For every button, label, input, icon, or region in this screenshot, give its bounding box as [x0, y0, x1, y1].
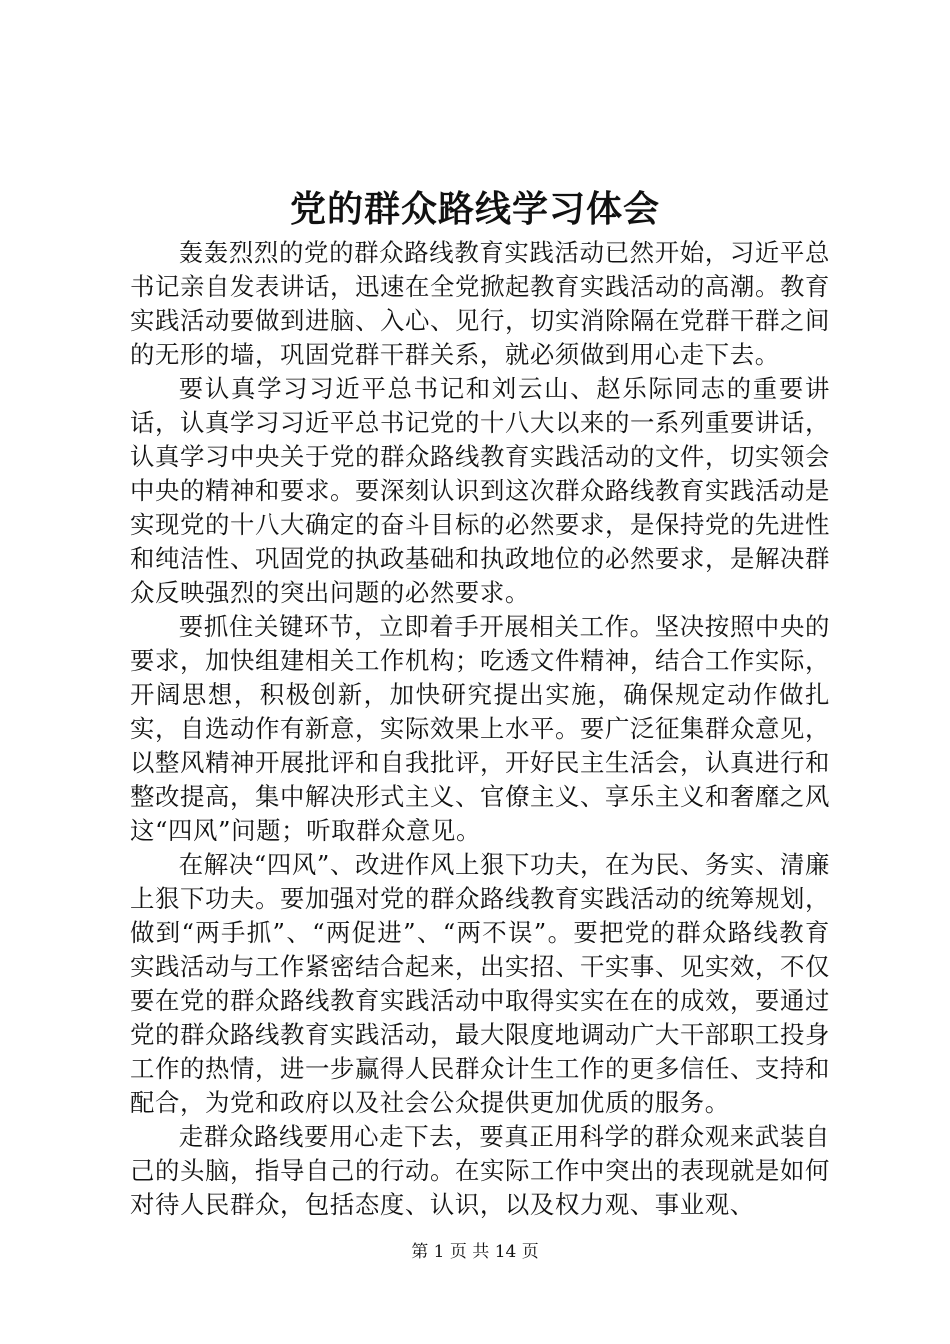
paragraph-3: 要抓住关键环节，立即着手开展相关工作。坚决按照中央的要求，加快组建相关工作机构；吃透文件精神，结合工作实际，开阔思想，积极创新，加快研究提出实施，确保规定动作做扎实，自选动作有新意，实际效果上水平。要广泛征集群众意见，以整风精神开展批评和自我批评，开好民主生活会，认真进行和整改提高，集中解决形式主义、官僚主义、享乐主义和奢靡之风这“四风”问题；听取群众意见。: [130, 612, 830, 845]
paragraph-2: 要认真学习习近平总书记和刘云山、赵乐际同志的重要讲话，认真学习习近平总书记党的十八大以来的一系列重要讲话，认真学习中央关于党的群众路线教育实践活动的文件，切实领会中央的精神和要求。要深刻认识到这次群众路线教育实践活动是实现党的十八大确定的奋斗目标的必然要求，是保持党的先进性和纯洁性、巩固党的执政基础和执政地位的必然要求，是解决群众反映强烈的突出问题的必然要求。: [130, 374, 830, 607]
document-body: [130, 236, 830, 1222]
paragraph-5: 走群众路线要用心走下去，要真正用科学的群众观来武装自己的头脑，指导自己的行动。在实际工作中突出的表现就是如何对待人民群众，包括态度、认识，以及权力观、事业观、: [130, 1122, 830, 1219]
page-number-footer: 第 1 页 共 14 页: [411, 1242, 539, 1262]
paragraph-4: 在解决“四风”、改进作风上狠下功夫，在为民、务实、清廉上狠下功夫。要加强对党的群众路线教育实践活动的统筹规划，做到“两手抓”、“两促进”、“两不误”。要把党的群众路线教育实践活动与工作紧密结合起来，出实招、干实事、见实效，不仅要在党的群众路线教育实践活动中取得实实在在的成效，要通过党的群众路线教育实践活动，最大限度地调动广大干部职工投身工作的热情，进一步赢得人民群众计生工作的更多信任、支持和配合，为党和政府以及社会公众提供更加优质的服务。: [130, 850, 830, 1117]
paragraph-1: 轰轰烈烈的党的群众路线教育实践活动已然开始，习近平总书记亲自发表讲话，迅速在全党掀起教育实践活动的高潮。教育实践活动要做到进脑、入心、见行，切实消除隔在党群干群之间的无形的墙，巩固党群干群关系，就必须做到用心走下去。: [130, 238, 830, 369]
page-title: 党的群众路线学习体会: [289, 188, 660, 230]
